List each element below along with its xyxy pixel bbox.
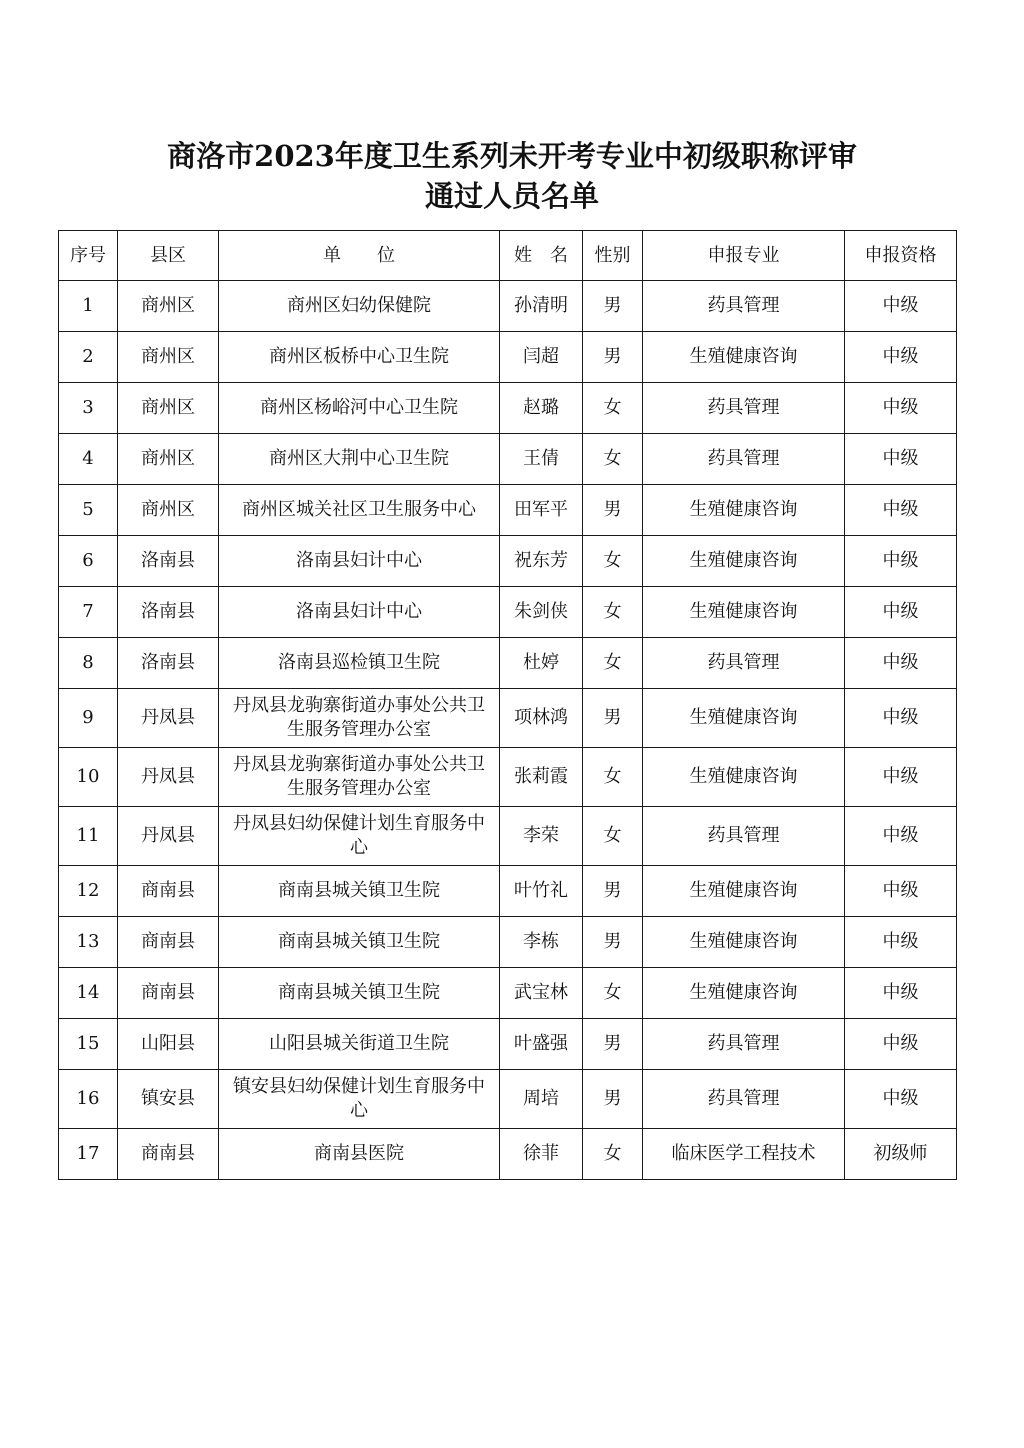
cell-gender: 女 [583, 383, 643, 434]
cell-gender: 男 [583, 866, 643, 917]
table-row [59, 485, 957, 536]
header-county: 县区 [118, 231, 219, 281]
cell-unit: 商南县医院 [219, 1129, 500, 1180]
cell-index: 8 [59, 638, 118, 689]
cell-name: 田军平 [500, 485, 583, 536]
document-title [0, 136, 1024, 216]
cell-gender: 女 [583, 968, 643, 1019]
cell-qualification: 中级 [845, 689, 957, 748]
cell-qualification: 中级 [845, 587, 957, 638]
cell-index: 12 [59, 866, 118, 917]
cell-qualification: 中级 [845, 434, 957, 485]
cell-name: 徐菲 [500, 1129, 583, 1180]
cell-county: 山阳县 [118, 1019, 219, 1070]
table-row [59, 689, 957, 748]
cell-gender: 男 [583, 485, 643, 536]
cell-unit: 洛南县妇计中心 [219, 587, 500, 638]
cell-index: 7 [59, 587, 118, 638]
cell-gender: 男 [583, 332, 643, 383]
cell-name: 朱剑侠 [500, 587, 583, 638]
cell-name: 武宝林 [500, 968, 583, 1019]
cell-unit: 丹凤县龙驹寨街道办事处公共卫生服务管理办公室 [219, 748, 500, 807]
cell-specialty: 生殖健康咨询 [643, 689, 845, 748]
cell-unit: 商州区城关社区卫生服务中心 [219, 485, 500, 536]
cell-name: 祝东芳 [500, 536, 583, 587]
table-row [59, 332, 957, 383]
header-qualification: 申报资格 [845, 231, 957, 281]
cell-county: 商州区 [118, 485, 219, 536]
cell-qualification: 中级 [845, 383, 957, 434]
table-row [59, 638, 957, 689]
cell-unit: 洛南县妇计中心 [219, 536, 500, 587]
cell-gender: 女 [583, 536, 643, 587]
cell-unit: 商州区妇幼保健院 [219, 281, 500, 332]
cell-specialty: 生殖健康咨询 [643, 332, 845, 383]
cell-qualification: 初级师 [845, 1129, 957, 1180]
cell-qualification: 中级 [845, 332, 957, 383]
header-unit: 单 位 [219, 231, 500, 281]
cell-specialty: 生殖健康咨询 [643, 536, 845, 587]
table-row [59, 968, 957, 1019]
table-row [59, 1019, 957, 1070]
cell-index: 14 [59, 968, 118, 1019]
cell-specialty: 药具管理 [643, 638, 845, 689]
cell-name: 张莉霞 [500, 748, 583, 807]
cell-name: 杜婷 [500, 638, 583, 689]
cell-qualification: 中级 [845, 1019, 957, 1070]
cell-gender: 女 [583, 434, 643, 485]
cell-unit: 商州区板桥中心卫生院 [219, 332, 500, 383]
cell-qualification: 中级 [845, 866, 957, 917]
cell-county: 商州区 [118, 332, 219, 383]
cell-specialty: 生殖健康咨询 [643, 485, 845, 536]
cell-county: 洛南县 [118, 638, 219, 689]
cell-unit: 丹凤县妇幼保健计划生育服务中心 [219, 807, 500, 866]
cell-county: 镇安县 [118, 1070, 219, 1129]
table-row [59, 1070, 957, 1129]
table-row [59, 536, 957, 587]
cell-name: 孙清明 [500, 281, 583, 332]
cell-index: 17 [59, 1129, 118, 1180]
cell-qualification: 中级 [845, 1070, 957, 1129]
cell-specialty: 生殖健康咨询 [643, 917, 845, 968]
table-row [59, 587, 957, 638]
cell-name: 周培 [500, 1070, 583, 1129]
cell-qualification: 中级 [845, 968, 957, 1019]
cell-gender: 女 [583, 1129, 643, 1180]
header-gender: 性别 [583, 231, 643, 281]
cell-unit: 丹凤县龙驹寨街道办事处公共卫生服务管理办公室 [219, 689, 500, 748]
table-row [59, 281, 957, 332]
cell-unit: 商州区大荆中心卫生院 [219, 434, 500, 485]
table-row [59, 383, 957, 434]
cell-county: 丹凤县 [118, 807, 219, 866]
cell-name: 叶竹礼 [500, 866, 583, 917]
cell-index: 15 [59, 1019, 118, 1070]
cell-index: 2 [59, 332, 118, 383]
cell-specialty: 药具管理 [643, 434, 845, 485]
cell-index: 16 [59, 1070, 118, 1129]
title-line-1: 商洛市2023年度卫生系列未开考专业中初级职称评审 [167, 139, 857, 173]
cell-county: 洛南县 [118, 536, 219, 587]
cell-index: 3 [59, 383, 118, 434]
cell-name: 叶盛强 [500, 1019, 583, 1070]
table-row [59, 434, 957, 485]
cell-name: 项林鸿 [500, 689, 583, 748]
cell-county: 商州区 [118, 434, 219, 485]
header-index: 序号 [59, 231, 118, 281]
table-row [59, 807, 957, 866]
cell-specialty: 生殖健康咨询 [643, 587, 845, 638]
cell-county: 商南县 [118, 866, 219, 917]
cell-specialty: 生殖健康咨询 [643, 968, 845, 1019]
cell-unit: 洛南县巡检镇卫生院 [219, 638, 500, 689]
cell-unit: 商南县城关镇卫生院 [219, 968, 500, 1019]
cell-county: 丹凤县 [118, 689, 219, 748]
cell-qualification: 中级 [845, 807, 957, 866]
cell-qualification: 中级 [845, 917, 957, 968]
cell-county: 丹凤县 [118, 748, 219, 807]
cell-gender: 女 [583, 638, 643, 689]
cell-county: 商州区 [118, 383, 219, 434]
cell-gender: 男 [583, 1019, 643, 1070]
header-name: 姓 名 [500, 231, 583, 281]
cell-specialty: 临床医学工程技术 [643, 1129, 845, 1180]
header-row [59, 231, 957, 281]
cell-specialty: 药具管理 [643, 1070, 845, 1129]
cell-gender: 女 [583, 748, 643, 807]
cell-gender: 女 [583, 807, 643, 866]
cell-qualification: 中级 [845, 485, 957, 536]
header-specialty: 申报专业 [643, 231, 845, 281]
cell-specialty: 药具管理 [643, 807, 845, 866]
title-line-2: 通过人员名单 [424, 179, 599, 213]
cell-gender: 男 [583, 1070, 643, 1129]
cell-qualification: 中级 [845, 638, 957, 689]
cell-unit: 商州区杨峪河中心卫生院 [219, 383, 500, 434]
cell-name: 李荣 [500, 807, 583, 866]
cell-unit: 商南县城关镇卫生院 [219, 866, 500, 917]
cell-unit: 镇安县妇幼保健计划生育服务中心 [219, 1070, 500, 1129]
cell-county: 商州区 [118, 281, 219, 332]
cell-index: 10 [59, 748, 118, 807]
roster-table [58, 230, 957, 1180]
cell-index: 4 [59, 434, 118, 485]
cell-name: 赵璐 [500, 383, 583, 434]
cell-index: 1 [59, 281, 118, 332]
cell-unit: 山阳县城关街道卫生院 [219, 1019, 500, 1070]
cell-index: 13 [59, 917, 118, 968]
cell-county: 洛南县 [118, 587, 219, 638]
cell-name: 闫超 [500, 332, 583, 383]
cell-name: 李栋 [500, 917, 583, 968]
cell-specialty: 药具管理 [643, 281, 845, 332]
cell-gender: 女 [583, 587, 643, 638]
cell-county: 商南县 [118, 968, 219, 1019]
table-row [59, 866, 957, 917]
cell-specialty: 药具管理 [643, 383, 845, 434]
cell-unit: 商南县城关镇卫生院 [219, 917, 500, 968]
cell-qualification: 中级 [845, 281, 957, 332]
cell-county: 商南县 [118, 1129, 219, 1180]
cell-index: 11 [59, 807, 118, 866]
table-row [59, 1129, 957, 1180]
cell-name: 王倩 [500, 434, 583, 485]
table-row [59, 917, 957, 968]
cell-index: 5 [59, 485, 118, 536]
cell-specialty: 药具管理 [643, 1019, 845, 1070]
cell-qualification: 中级 [845, 748, 957, 807]
cell-gender: 男 [583, 281, 643, 332]
cell-gender: 男 [583, 689, 643, 748]
cell-specialty: 生殖健康咨询 [643, 748, 845, 807]
table-row [59, 748, 957, 807]
cell-gender: 男 [583, 917, 643, 968]
cell-county: 商南县 [118, 917, 219, 968]
cell-qualification: 中级 [845, 536, 957, 587]
roster-body [59, 281, 957, 1180]
cell-index: 9 [59, 689, 118, 748]
cell-specialty: 生殖健康咨询 [643, 866, 845, 917]
cell-index: 6 [59, 536, 118, 587]
